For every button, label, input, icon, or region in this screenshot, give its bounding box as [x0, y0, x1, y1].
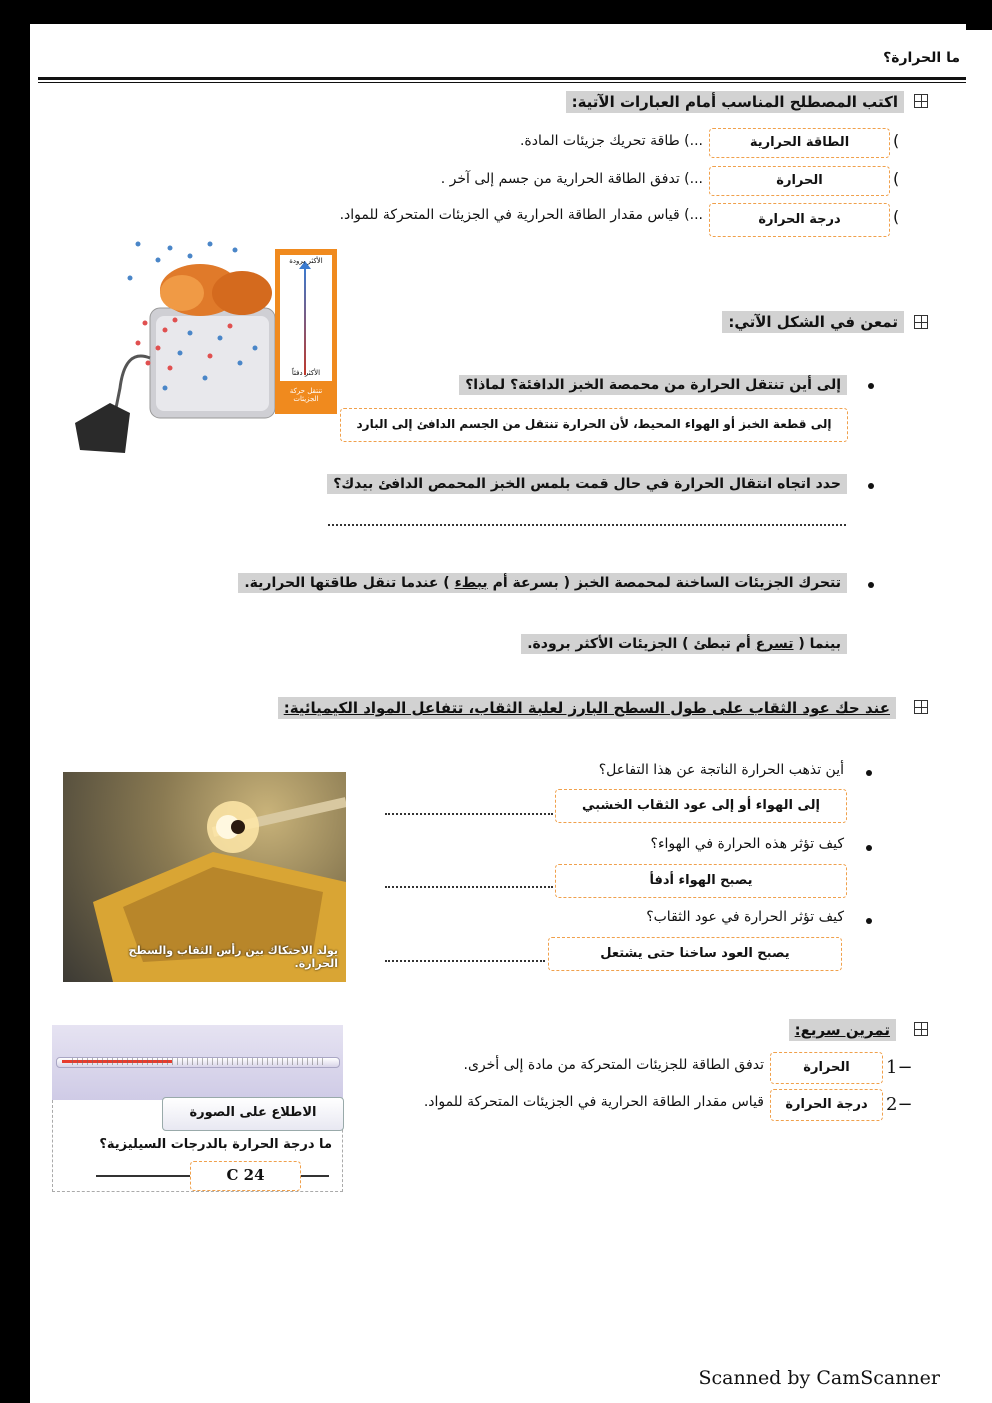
bullet — [866, 770, 872, 776]
table-icon — [914, 700, 928, 714]
question-hot-molecules: تتحرك الجزيئات الساخنة لمحمصة الخبز ( بسرعة أم ببطء ) عندما تنقل طاقتها الحرارية. — [238, 573, 847, 593]
photo-caption: يولد الاحتكاك بين رأس الثقاب والسطح الحرارة. — [128, 944, 338, 970]
question-heat-from-toaster: إلى أين تنتقل الحرارة من محمصة الخبز الدافئة؟ لماذا؟ — [459, 375, 847, 395]
section3-heading: عند حك عود الثقاب على طول السطح البارز لعلبة الثقاب، تتفاعل المواد الكيميائية: — [278, 697, 896, 719]
question-cold-molecules: بينما ( تسرع أم تبطئ ) الجزيئات الأكثر برودة. — [521, 634, 847, 654]
bullet — [868, 582, 874, 588]
bullet — [866, 918, 872, 924]
answer-heat-match: يصبح العود ساخنا حتى يشتعل — [548, 937, 842, 971]
thermometer-question: ما درجة الحرارة بالدرجات السيليزية؟ — [99, 1137, 332, 1152]
section1-heading: اكتب المصطلح المناسب أمام العبارات الآتية: — [566, 91, 904, 113]
answer-line — [385, 886, 553, 888]
definition-3: ...) قياس مقدار الطاقة الحرارية في الجزيئات المتحركة للمواد. — [339, 207, 703, 223]
match-photo — [63, 772, 346, 982]
title-rule-thin — [38, 82, 966, 83]
section4-heading: تمرين سريع: — [789, 1019, 896, 1041]
definition-1: ...) طاقة تحريك جزيئات المادة. — [519, 133, 703, 149]
question-heat-match: كيف تؤثر الحرارة في عود الثقاب؟ — [646, 909, 844, 925]
table-icon — [914, 1022, 928, 1036]
bullet — [868, 383, 874, 389]
answer-heat-air: يصبح الهواء أدفأ — [555, 864, 847, 898]
view-image-label: الاطلاع على الصورة — [162, 1097, 344, 1131]
scanner-footer: Scanned by CamScanner — [698, 1367, 940, 1389]
answer-box-1: الطاقة الحرارية — [709, 128, 890, 158]
scale-caption: تنتقل حركة الجزيئات — [289, 387, 323, 403]
table-icon — [914, 315, 928, 329]
paren: ( — [893, 131, 900, 150]
item-number-2: 2− — [886, 1094, 913, 1115]
answer-heat-destination: إلى الهواء أو إلى عود الثقاب الخشبي — [555, 789, 847, 823]
page-title: ما الحرارة؟ — [883, 50, 960, 66]
bullet — [866, 845, 872, 851]
answer-box-3: درجة الحرارة — [709, 203, 890, 237]
section2-heading: تمعن في الشكل الآتي: — [722, 311, 904, 333]
quick-definition-1: تدفق الطاقة للجزيئات المتحركة من مادة إلى أخرى. — [463, 1057, 764, 1073]
answer-box-2: الحرارة — [709, 166, 890, 196]
scale-top-label: الأكثر برودة — [289, 257, 323, 265]
temperature-scale — [275, 249, 337, 414]
definition-2: ...) تدفق الطاقة الحرارية من جسم إلى آخر . — [440, 171, 703, 187]
answer-rule-left — [96, 1175, 191, 1177]
thermometer-answer: 24 C — [190, 1161, 301, 1191]
title-rule — [38, 77, 966, 80]
bullet — [868, 483, 874, 489]
paren: ( — [893, 169, 900, 188]
scale-bottom-label: الأكثر دفئاً — [291, 369, 321, 377]
question-heat-direction: حدد اتجاه انتقال الحرارة في حال قمت بلمس الخبز المحمص الدافئ بيدك؟ — [327, 474, 847, 494]
answer-line — [385, 960, 545, 962]
quick-definition-2: قياس مقدار الطاقة الحرارية في الجزيئات المتحركة للمواد. — [423, 1094, 764, 1110]
answer-line — [385, 813, 553, 815]
scan-border-right — [966, 0, 992, 30]
question-heat-destination: أين تذهب الحرارة الناتجة عن هذا التفاعل؟ — [598, 762, 844, 778]
item-number-1: 1− — [886, 1057, 913, 1078]
scan-border-top — [0, 0, 992, 24]
thermometer-photo — [52, 1025, 343, 1100]
toaster-illustration — [70, 238, 280, 458]
paren: ( — [893, 207, 900, 226]
quick-answer-2: درجة الحرارة — [770, 1089, 883, 1121]
question-heat-air: كيف تؤثر هذه الحرارة في الهواء؟ — [650, 836, 844, 852]
answer-heat-from-toaster: إلى قطعة الخبز أو الهواء المحيط، لأن الحرارة تنتقل من الجسم الدافئ إلى البارد — [340, 408, 848, 442]
quick-answer-1: الحرارة — [770, 1052, 883, 1084]
answer-rule-right — [301, 1175, 329, 1177]
scan-border-left — [0, 0, 30, 1403]
answer-line — [328, 524, 846, 526]
table-icon — [914, 94, 928, 108]
